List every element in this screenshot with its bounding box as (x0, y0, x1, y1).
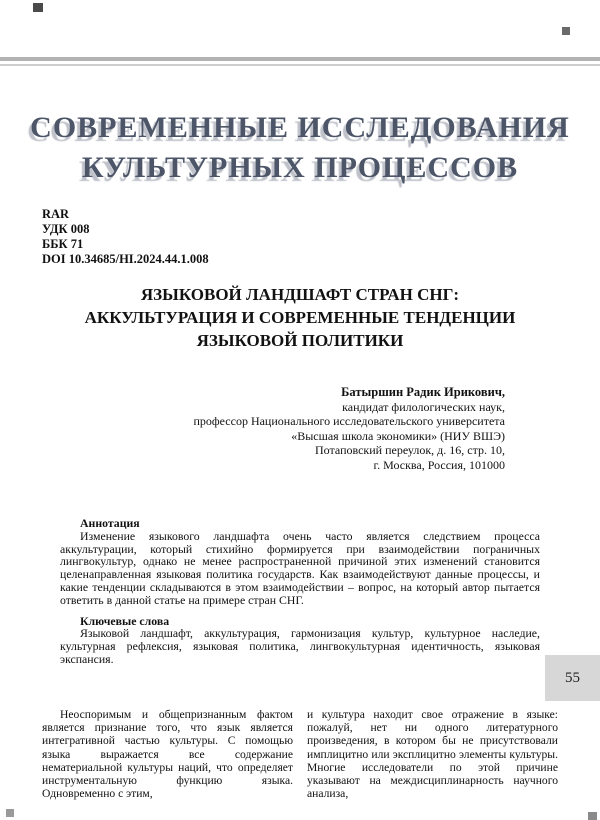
meta-doi: DOI 10.34685/HI.2024.44.1.008 (42, 252, 209, 266)
author-name: Батыршин Радик Ирикович, (341, 385, 505, 399)
page-number: 55 (565, 669, 580, 686)
article-title-line3: ЯЗЫКОВОЙ ПОЛИТИКИ (196, 331, 404, 350)
divider-thin-line (0, 64, 600, 66)
article-meta (42, 207, 209, 267)
header-divider (0, 57, 600, 66)
author-address-line2: г. Москва, Россия, 101000 (373, 457, 505, 472)
author-address-line1: Потаповский переулок, д. 16, стр. 10, (315, 443, 505, 457)
author-degree: кандидат филологических наук, (342, 399, 505, 414)
author-position: профессор Национального исследовательского университета (193, 414, 505, 428)
body-paragraph: и культура находит свое отражение в языке: пожалуй, нет ни одного литературного произведения, в котором бы не присутствовали имплицитно или эксплицитно элементы культуры. Многие исследователи по этой причине указывают на междисциплинарность научного анализа, (307, 708, 558, 801)
meta-udk: УДК 008 (42, 222, 90, 236)
article-title-line1: ЯЗЫКОВОЙ ЛАНДШАФТ СТРАН СНГ: (140, 285, 460, 304)
meta-type-code: RAR (42, 207, 70, 221)
journal-title-line1: СОВРЕМЕННЫЕ ИССЛЕДОВАНИЯ (30, 111, 570, 144)
keywords-section (60, 615, 540, 666)
abstract-heading: Аннотация (80, 516, 140, 530)
print-mark (6, 809, 14, 817)
abstract-text: Изменение языкового ландшафта очень часто является следствием процесса аккультурации, который стихийно формируется при взаимодействии пограничных лингвокультур, однако не менее распространенной причиной этих изменений становится целенаправленная языковая политика государств. Как взаимодействуют данные процессы, и какие тенденции складываются в этом взаимодействии – вопрос, на который автор пытается ответить в данной статье на примере стран СНГ. (60, 528, 540, 607)
article-title (30, 283, 570, 352)
abstract-section (60, 517, 540, 666)
print-mark (562, 27, 570, 35)
body-paragraph: Неоспоримым и общепризнанным фактом является признание того, что язык является интегративной частью культуры. С помощью языка выражается все содержание нематериальной культуры наций, что определяет инструментальную функцию языка. Одновременно с этим, (42, 708, 293, 801)
article-title-line2: АККУЛЬТУРАЦИЯ И СОВРЕМЕННЫЕ ТЕНДЕНЦИИ (84, 308, 516, 327)
author-block (105, 385, 505, 472)
body-column-left (42, 708, 293, 800)
page-number-tab (545, 655, 600, 701)
body-column-right (307, 708, 558, 800)
author-university: «Высшая школа экономики» (НИУ ВШЭ) (291, 428, 505, 443)
meta-bbk: ББК 71 (42, 237, 84, 251)
print-mark (588, 812, 597, 820)
body-text (42, 708, 558, 800)
journal-title (0, 108, 600, 188)
keywords-heading: Ключевые слова (80, 613, 170, 628)
journal-title-line2: КУЛЬТУРНЫХ ПРОЦЕССОВ (81, 151, 519, 184)
print-mark (33, 3, 43, 12)
keywords-text: Языковой ландшафт, аккультурация, гармонизация культур, культурное наследие, культурная рефлексия, языковая политика, лингвокультурная идентичность, языковая экспансия. (60, 626, 540, 666)
